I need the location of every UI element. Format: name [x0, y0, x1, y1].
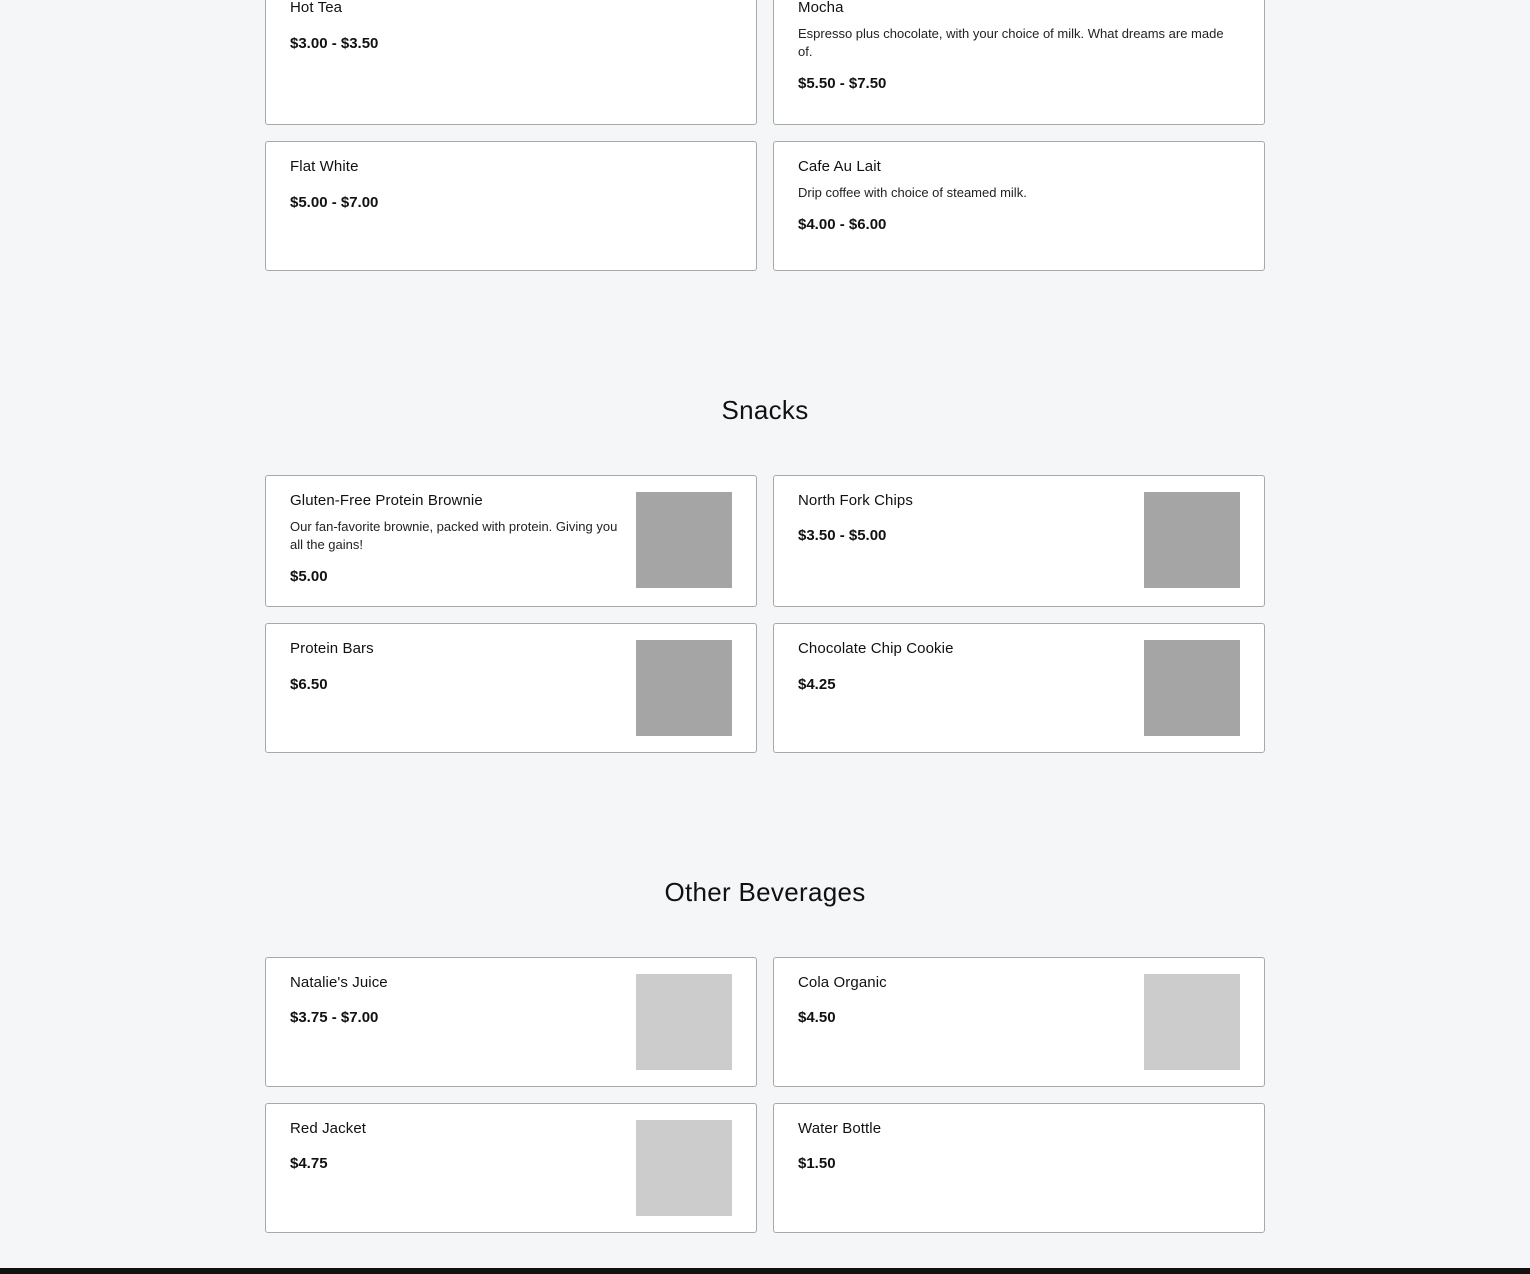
item-name: Hot Tea [290, 0, 343, 16]
item-name: Water Bottle [798, 1120, 882, 1137]
item-price: $6.50 [290, 676, 328, 693]
menu-item-card-water-bottle[interactable] [773, 1103, 1265, 1233]
item-price: $3.75 - $7.00 [290, 1009, 379, 1026]
menu-item-card-natalies-juice[interactable] [265, 957, 757, 1087]
item-price: $5.00 [290, 568, 328, 585]
menu-item-card-cafe-au-lait[interactable] [773, 141, 1265, 271]
item-description: Drip coffee with choice of steamed milk. [798, 185, 1027, 200]
item-price: $5.50 - $7.50 [798, 75, 887, 92]
menu-item-card-protein-brownie[interactable] [265, 475, 757, 607]
menu-item-card-protein-bars[interactable] [265, 623, 757, 753]
item-name: Mocha [798, 0, 844, 16]
coffee-grid [265, 0, 1265, 271]
item-price: $4.25 [798, 676, 836, 693]
item-price: $3.50 - $5.00 [798, 527, 887, 544]
item-name: Red Jacket [290, 1120, 367, 1137]
item-price: $4.50 [798, 1009, 836, 1026]
product-image-placeholder [1144, 492, 1240, 588]
item-name: Gluten-Free Protein Brownie [290, 492, 483, 509]
item-name: Natalie's Juice [290, 974, 388, 991]
product-image-placeholder [636, 974, 732, 1070]
menu-item-card-mocha[interactable] [773, 0, 1265, 125]
footer-bar [0, 1268, 1530, 1274]
item-name: Flat White [290, 158, 359, 175]
other-beverages-grid [265, 957, 1265, 1233]
product-image-placeholder [636, 640, 732, 736]
menu-item-card-north-fork-chips[interactable] [773, 475, 1265, 607]
item-name: Protein Bars [290, 640, 374, 657]
menu-item-card-red-jacket[interactable] [265, 1103, 757, 1233]
item-description: Espresso plus chocolate, with your choice of milk. What dreams are made of. [798, 26, 1224, 59]
menu-item-card-cola-organic[interactable] [773, 957, 1265, 1087]
item-price: $5.00 - $7.00 [290, 194, 379, 211]
menu-item-card-chocolate-chip-cookie[interactable] [773, 623, 1265, 753]
snacks-grid [265, 475, 1265, 753]
product-image-placeholder [636, 1120, 732, 1216]
item-price: $4.75 [290, 1155, 328, 1172]
section-title-snacks: Snacks [721, 395, 809, 425]
section-title-other-beverages: Other Beverages [664, 877, 866, 907]
item-price: $1.50 [798, 1155, 836, 1172]
item-name: Cafe Au Lait [798, 158, 881, 175]
menu-item-card-flat-white[interactable] [265, 141, 757, 271]
item-price: $3.00 - $3.50 [290, 35, 379, 52]
item-description: Our fan-favorite brownie, packed with protein. Giving you all the gains! [290, 519, 618, 552]
item-name: Cola Organic [798, 974, 887, 991]
item-name: Chocolate Chip Cookie [798, 640, 954, 657]
item-price: $4.00 - $6.00 [798, 216, 887, 233]
product-image-placeholder [1144, 974, 1240, 1070]
product-image-placeholder [636, 492, 732, 588]
item-name: North Fork Chips [798, 492, 913, 509]
menu-item-card-hot-tea[interactable] [265, 0, 757, 125]
product-image-placeholder [1144, 640, 1240, 736]
